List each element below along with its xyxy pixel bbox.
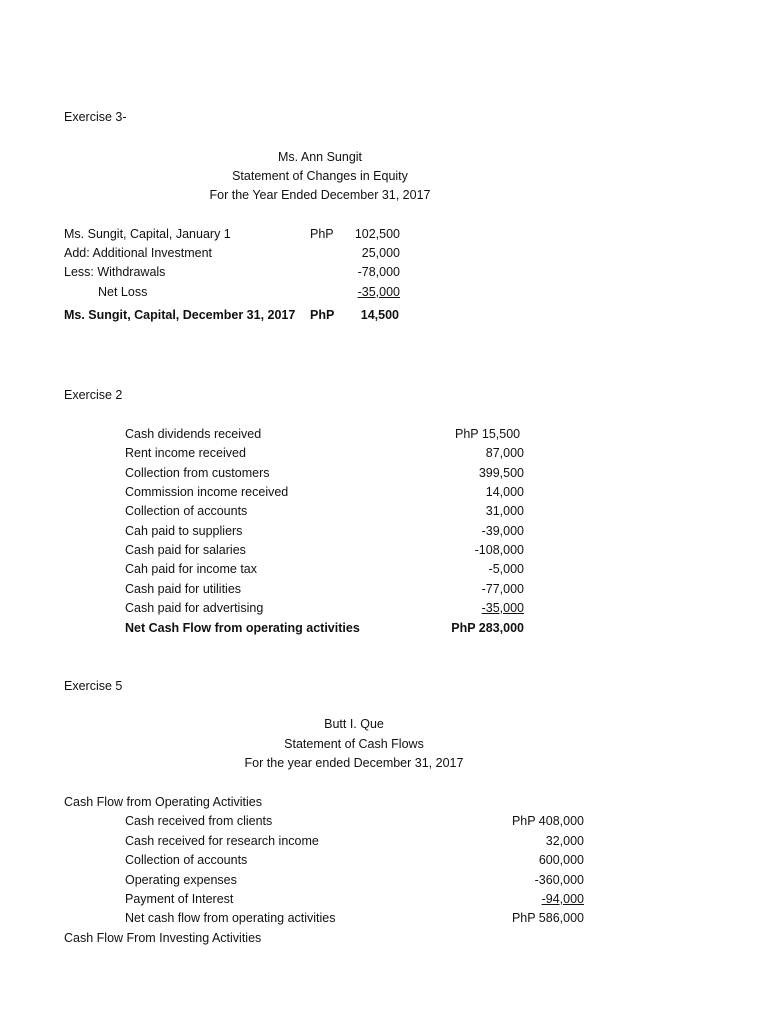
ex3-row-label: Add: Additional Investment (64, 246, 213, 260)
ex3-total-currency: PhP (310, 308, 335, 322)
ex3-row-currency: PhP (310, 227, 334, 241)
ex2-row-amount-wrap (420, 601, 524, 616)
ex2-row-amount: 14,000 (485, 485, 524, 499)
ex5-row-label: Cash received for research income (125, 834, 319, 848)
ex3-row-amount: 102,500 (354, 227, 400, 241)
exercise-5-label: Exercise 5 (64, 679, 123, 693)
ex3-row-label: Ms. Sungit, Capital, January 1 (64, 227, 231, 241)
ex2-row-label: Cash dividends received (125, 427, 262, 441)
ex3-row-label: Net Loss (98, 285, 148, 299)
ex5-row-amount: 600,000 (538, 853, 584, 867)
ex3-total-label: Ms. Sungit, Capital, December 31, 2017 (64, 308, 296, 322)
ex5-row-amount: 32,000 (545, 834, 584, 848)
ex5-statement-title: Statement of Cash Flows (284, 737, 424, 751)
ex3-row-amount-wrap (330, 285, 400, 300)
ex5-row-label: Cash received from clients (125, 814, 273, 828)
ex3-row-label: Less: Withdrawals (64, 265, 166, 279)
ex5-row-amount-wrap (470, 892, 584, 907)
ex5-row-label: Payment of Interest (125, 892, 234, 906)
ex5-row-amount: PhP 408,000 (511, 814, 584, 828)
ex5-row-label: Net cash flow from operating activities (125, 911, 336, 925)
ex5-entity-name: Butt I. Que (324, 717, 384, 731)
ex3-row-amount: -35,000 (357, 285, 400, 299)
ex2-row-label: Commission income received (125, 485, 289, 499)
ex5-row-label: Collection of accounts (125, 853, 248, 867)
ex3-total-line (309, 308, 403, 323)
ex3-row-amount: 25,000 (361, 246, 400, 260)
ex2-total-amount: PhP 283,000 (451, 621, 524, 635)
ex3-statement-title: Statement of Changes in Equity (232, 169, 408, 183)
ex3-row-amount: -78,000 (357, 265, 400, 279)
ex2-row-amount: -5,000 (488, 562, 524, 576)
exercise-2-label: Exercise 2 (64, 388, 123, 402)
ex2-row-amount: 399,500 (478, 466, 524, 480)
ex5-row-label: Operating expenses (125, 873, 237, 887)
exercise-3-label: Exercise 3- (64, 110, 127, 124)
ex2-row-amount: -108,000 (474, 543, 524, 557)
ex5-row-amount: -360,000 (534, 873, 584, 887)
ex2-row-label: Collection from customers (125, 466, 270, 480)
ex2-row-amount: PhP 15,500 (455, 427, 521, 441)
ex5-investing-section-header: Cash Flow From Investing Activities (64, 931, 262, 945)
ex5-operating-section-header: Cash Flow from Operating Activities (64, 795, 262, 809)
ex2-row-amount: 87,000 (485, 446, 524, 460)
ex2-row-label: Cash paid for salaries (125, 543, 246, 557)
ex3-total-amount: 14,500 (360, 308, 399, 322)
ex5-row-amount: -94,000 (541, 892, 584, 906)
ex2-total-label: Net Cash Flow from operating activities (125, 621, 360, 635)
ex2-row-label: Rent income received (125, 446, 246, 460)
ex2-row-label: Cah paid to suppliers (125, 524, 243, 538)
ex2-row-amount: 31,000 (485, 504, 524, 518)
ex5-statement-period: For the year ended December 31, 2017 (244, 756, 464, 770)
ex3-entity-name: Ms. Ann Sungit (277, 150, 363, 164)
ex2-row-label: Cash paid for utilities (125, 582, 242, 596)
ex2-row-amount: -77,000 (481, 582, 524, 596)
ex2-row-label: Collection of accounts (125, 504, 248, 518)
ex5-row-amount: PhP 586,000 (511, 911, 584, 925)
ex2-row-amount: -39,000 (481, 524, 524, 538)
ex3-statement-period: For the Year Ended December 31, 2017 (209, 188, 431, 202)
ex2-row-label: Cash paid for advertising (125, 601, 264, 615)
ex2-row-label: Cah paid for income tax (125, 562, 258, 576)
ex2-row-amount: -35,000 (481, 601, 524, 615)
